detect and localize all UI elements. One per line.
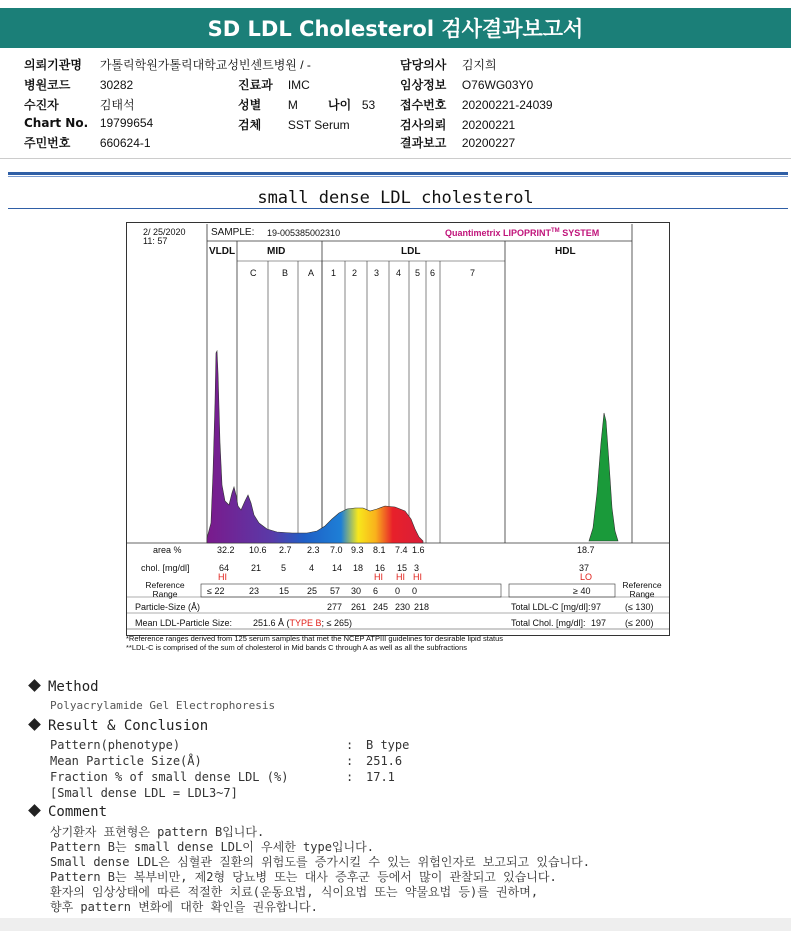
header-specimen: [238, 116, 350, 133]
ref-value: 15: [279, 586, 290, 596]
comment-line: Pattern B는 복부비만, 제2형 당뇨병 또는 대사 증후군 등에서 많이 관찰되고 있습니다.: [50, 870, 557, 884]
hdl-peak: [589, 413, 618, 541]
result-key: Pattern(phenotype): [50, 738, 181, 752]
area-value: 7.4: [395, 545, 408, 555]
sample-id: 19-005385002310: [267, 228, 341, 238]
brand-label: [445, 228, 599, 238]
ref-value: 23: [249, 586, 260, 596]
hdl-chol: 37: [579, 563, 590, 573]
header-label: 임상정보: [400, 78, 447, 92]
zone-hdl: HDL: [555, 246, 576, 257]
ref-value: 25: [307, 586, 318, 596]
subband-label: 1: [331, 268, 337, 278]
header-label: 성별: [238, 98, 262, 112]
ref-value: 30: [351, 586, 362, 596]
header-request-date: [400, 116, 515, 133]
mean-value: 251.6 Å: [253, 618, 285, 628]
result-key: Mean Particle Size(Å): [50, 754, 202, 768]
header-value: IMC: [287, 78, 310, 92]
lipoprotein-curve: [207, 351, 423, 543]
report-time: 11: 57: [143, 236, 168, 246]
header-divider: [0, 158, 791, 159]
area-value: 32.2: [217, 545, 235, 555]
lipoprint-report: [126, 222, 670, 636]
header-label: Chart No.: [24, 116, 89, 130]
method-text: Polyacrylamide Gel Electrophoresis: [50, 699, 276, 712]
chol-value: 3: [414, 563, 420, 573]
row-label-chol: chol. [mg/dl]: [141, 563, 190, 573]
subband-label: 2: [352, 268, 358, 278]
particle-size-value: 245: [373, 602, 389, 612]
comment-line: Pattern B는 small dense LDL이 우세한 type입니다.: [50, 840, 374, 854]
bullet-diamond-icon: [28, 718, 41, 731]
total-chol-value: 197: [591, 618, 607, 628]
area-value: 9.3: [351, 545, 364, 555]
particle-size-value: 218: [414, 602, 430, 612]
row-label-ref: Reference Range: [145, 580, 185, 599]
hi-flag: HI: [413, 572, 422, 582]
header-hospital-code: [24, 76, 133, 93]
header-value: 30282: [99, 78, 134, 92]
header-chart-no: [24, 116, 153, 130]
hi-flag: HI: [396, 572, 405, 582]
total-chol-ref: (≤ 200): [625, 618, 654, 628]
hdl-flag: LO: [580, 572, 593, 582]
brand-tm: TM: [551, 228, 560, 234]
row-label-area: area %: [153, 545, 182, 555]
header-value: 20200227: [461, 136, 516, 150]
header-label: 수진자: [24, 98, 59, 112]
header-label: 결과보고: [400, 136, 447, 150]
hdl-ref: ≥ 40: [573, 586, 591, 596]
comment-line: 향후 pattern 변화에 대한 확인을 권유합니다.: [50, 900, 318, 914]
header-value: 19799654: [99, 116, 154, 130]
brand-name: Quantimetrix LIPOPRINT: [445, 228, 552, 238]
section-rule: [8, 172, 788, 175]
ref-value: 57: [330, 586, 341, 596]
result-colon: :: [346, 754, 354, 768]
result-heading-text: Result & Conclusion: [48, 718, 209, 734]
particle-size-value: 261: [351, 602, 367, 612]
hi-flag: HI: [218, 572, 227, 582]
chol-value: 64: [219, 563, 230, 573]
comment-line: 상기환자 표현형은 pattern B입니다.: [50, 825, 265, 839]
header-value: 김태석: [99, 98, 135, 112]
total-ldl-label: Total LDL-C [mg/dl]:: [511, 602, 591, 612]
area-value: 8.1: [373, 545, 386, 555]
ref-value: 0: [395, 586, 401, 596]
header-receipt-no: [400, 96, 553, 113]
subband-label: 4: [396, 268, 402, 278]
report-title: SD LDL Cholesterol 검사결과보고서: [207, 17, 584, 41]
bottom-scroll-strip: [0, 918, 791, 931]
header-label: 병원코드: [24, 78, 71, 92]
report-date: 2/ 25/2020: [143, 227, 186, 237]
header-value: 20200221: [461, 118, 516, 132]
section-rule-thin: [8, 176, 788, 177]
subband-label: 5: [415, 268, 421, 278]
footnote-1: *Reference ranges derived from 125 serum samples that met the NCEP ATPIII guidelines for desirable lipid status: [126, 634, 503, 643]
ref-value: 6: [373, 586, 379, 596]
result-colon: :: [346, 738, 354, 752]
row-label-ref-right: Reference Range: [622, 580, 662, 599]
total-chol-label: Total Chol. [mg/dl]:: [511, 618, 586, 628]
comment-heading: [30, 804, 107, 820]
method-heading: [30, 679, 99, 695]
comment-line: 환자의 임상상태에 따른 적절한 치료(운동요법, 식이요법 또는 약물요법 등)를 권하며,: [50, 885, 539, 899]
result-key: Fraction % of small dense LDL (%): [50, 770, 289, 784]
header-label: 검체: [238, 118, 262, 132]
header-label: 담당의사: [400, 58, 447, 72]
chol-value: 21: [251, 563, 262, 573]
result-note: [Small dense LDL = LDL3~7]: [50, 786, 238, 800]
mean-type: TYPE B: [289, 618, 322, 628]
chol-value: 4: [309, 563, 315, 573]
area-value: 2.3: [307, 545, 320, 555]
result-heading: [30, 718, 208, 734]
header-value: 김지희: [461, 58, 497, 72]
total-ldl-value: 97: [591, 602, 602, 612]
bullet-diamond-icon: [28, 679, 41, 692]
header-value: 20200221-24039: [461, 98, 553, 112]
header-resident-no: [24, 134, 151, 151]
header-institution: [24, 56, 311, 73]
ref-value: ≤ 22: [207, 586, 225, 596]
hi-flag: HI: [374, 572, 383, 582]
header-label: 의뢰기관명: [24, 58, 82, 72]
mean-size-value: 251.6 Å (TYPE B; ≤ 265): [253, 618, 353, 628]
bullet-diamond-icon: [28, 804, 41, 817]
title-underline: [8, 208, 788, 209]
area-value: 2.7: [279, 545, 292, 555]
header-department: [238, 76, 310, 93]
header-value: 가톨릭학원가톨릭대학교성빈센트병원 / -: [99, 58, 311, 72]
header-label: 주민번호: [24, 136, 71, 150]
report-title-bar: [0, 8, 791, 48]
chol-value: 16: [375, 563, 386, 573]
header-sex: [238, 96, 298, 113]
header-label: 접수번호: [400, 98, 447, 112]
area-value: 7.0: [330, 545, 343, 555]
ref-value: 0: [412, 586, 418, 596]
chol-value: 14: [332, 563, 343, 573]
row-label-particle: Particle-Size (Å): [135, 602, 201, 612]
total-ldl-ref: (≤ 130): [625, 602, 654, 612]
result-value: 17.1: [366, 770, 395, 784]
zone-vldl: VLDL: [209, 246, 236, 257]
subband-label: B: [282, 268, 289, 278]
header-doctor: [400, 56, 497, 73]
result-colon: :: [346, 770, 354, 784]
chol-value: 18: [353, 563, 364, 573]
subband-label: 3: [374, 268, 380, 278]
subband-label: A: [308, 268, 315, 278]
zone-ldl: LDL: [401, 246, 421, 257]
mean-ref: ≤ 265: [326, 618, 350, 628]
subband-label: 7: [470, 268, 476, 278]
area-value: 1.6: [412, 545, 425, 555]
area-value: 10.6: [249, 545, 267, 555]
comment-line: Small dense LDL은 심혈관 질환의 위험도를 증가시킬 수 있는 위험인자로 보고되고 있습니다.: [50, 855, 590, 869]
header-label: 나이: [328, 98, 352, 112]
chol-value: 5: [281, 563, 287, 573]
header-label: 진료과: [238, 78, 273, 92]
header-value: SST Serum: [287, 118, 350, 132]
result-value: 251.6: [366, 754, 403, 768]
header-value: O76WG03Y0: [461, 78, 534, 92]
header-age: [328, 96, 375, 113]
subband-label: 6: [430, 268, 436, 278]
header-clinical-info: [400, 76, 533, 93]
report-section-title: small dense LDL cholesterol: [257, 188, 534, 208]
method-heading-text: Method: [48, 679, 99, 695]
particle-size-value: 277: [327, 602, 343, 612]
particle-size-value: 230: [395, 602, 411, 612]
header-report-date: [400, 134, 515, 151]
zone-mid: MID: [267, 246, 286, 257]
header-value: M: [287, 98, 298, 112]
result-value: B type: [366, 738, 410, 752]
comment-heading-text: Comment: [48, 804, 108, 820]
brand-system: SYSTEM: [559, 228, 600, 238]
hdl-area: 18.7: [577, 545, 595, 555]
header-value: 660624-1: [99, 136, 151, 150]
header-label: 검사의뢰: [400, 118, 447, 132]
row-label-mean: Mean LDL-Particle Size:: [135, 618, 233, 628]
chol-value: 15: [397, 563, 408, 573]
subband-label: C: [250, 268, 257, 278]
sample-label: SAMPLE:: [211, 227, 255, 238]
footnote-2: **LDL-C is comprised of the sum of cholesterol in Mid bands C through A as well as all the subfractions: [126, 643, 468, 652]
header-patient: [24, 96, 135, 113]
header-value: 53: [361, 98, 376, 112]
